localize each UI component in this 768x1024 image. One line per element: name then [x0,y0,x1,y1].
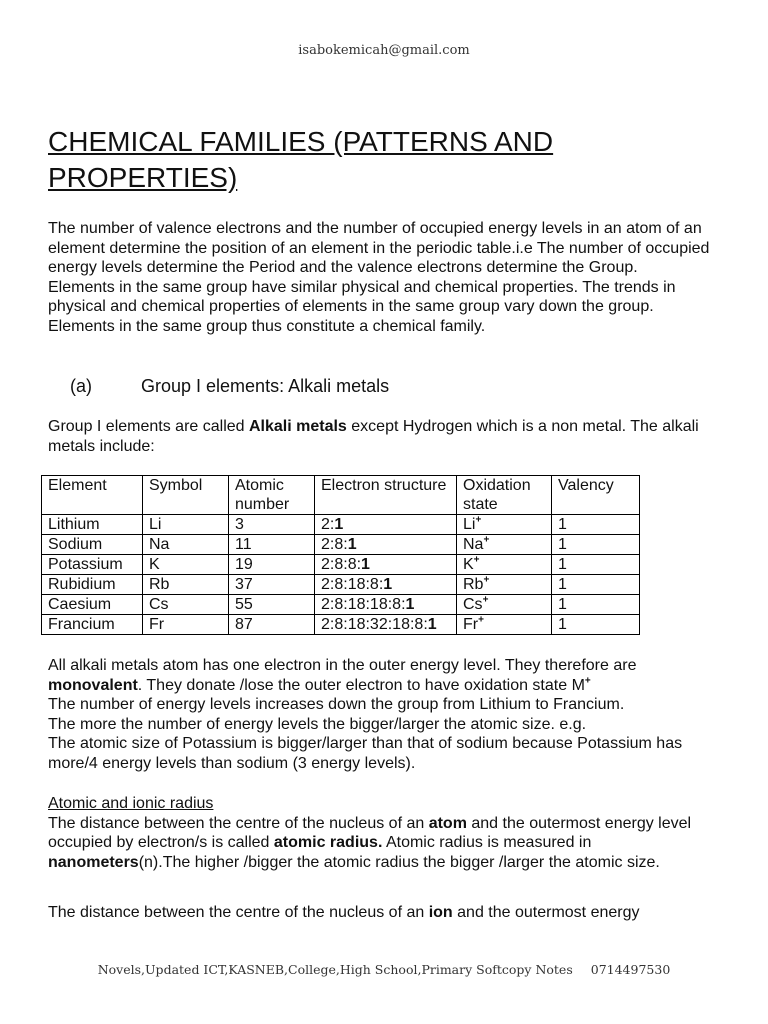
atomic-number-cell: 87 [229,615,315,635]
atomic-radius-section [48,794,718,872]
valence-electrons: 1 [361,556,370,573]
alkali-intro-before: Group I elements are called [48,418,249,435]
intro-paragraph-1: The number of valence electrons and the number of occupied energy levels in an atom of an element determine the position of an element in the periodic table.i.e The number of occupied energy levels determine the Period and the valence electrons determine the Group. [48,220,710,276]
column-header: Atomic number [229,476,315,515]
ion-term: ion [428,904,453,921]
ion-symbol: Na [463,536,484,553]
symbol-cell: Rb [143,575,229,595]
structure-prefix: 2:8:18:32:18:8: [321,616,428,633]
table-row [42,535,640,555]
atomic-number-cell: 11 [229,535,315,555]
column-header: Element [42,476,143,515]
electron-structure-cell [315,575,457,595]
ion-charge: + [473,554,480,566]
symbol-cell: Li [143,515,229,535]
table-row [42,555,640,575]
electron-structure-cell [315,595,457,615]
section-a-title: Group I elements: Alkali metals [141,376,390,396]
table-row [42,515,640,535]
page-footer [0,962,768,977]
footer-text: Novels,Updated ICT,KASNEB,College,High School,Primary Softcopy Notes [97,962,573,977]
symbol-cell: K [143,555,229,575]
alkali-intro-after: except Hydrogen which is a non metal. The alkali metals include: [48,418,699,455]
oxidation-state-cell [457,575,552,595]
electron-structure-cell [315,615,457,635]
nanometers-term: nanometers [48,853,139,871]
text-run: and the outermost energy level occupied by electron/s is called [48,814,692,851]
column-header: Electron structure [315,476,457,515]
symbol-cell: Na [143,535,229,555]
symbol-cell: Cs [143,595,229,615]
valency-cell: 1 [552,535,640,555]
element-cell: Francium [42,615,143,635]
valency-cell: 1 [552,575,640,595]
electron-structure-cell [315,515,457,535]
text-run: The distance between the centre of the nucleus of an [48,904,429,921]
potassium-example-line: The atomic size of Potassium is bigger/larger than that of sodium because Potassium has more/4 energy levels than sodium (3 energy levels). [48,735,683,772]
oxidation-charge: + [584,675,591,687]
ion-symbol: Rb [463,576,484,593]
ionic-radius-section [48,903,718,923]
intro-section [48,219,718,336]
ion-charge: + [483,534,490,546]
intro-paragraph-2: Elements in the same group have similar physical and chemical properties. The trends in physical and chemical properties of elements in the same group vary down the group. Elements in the same group thus constitute a chemical family. [48,278,676,335]
oxidation-state-cell [457,595,552,615]
header-email: isabokemicah@gmail.com [298,43,470,58]
alkali-intro [48,417,718,456]
section-a-heading [70,374,389,398]
text-run: (n).The higher /bigger the atomic radius the bigger /larger the atomic size. [138,853,660,871]
text-run: The distance between the centre of the nucleus of an [48,814,429,832]
oxidation-state-cell [457,615,552,635]
ionic-radius-paragraph [48,903,718,923]
element-cell: Lithium [42,515,143,535]
atomic-radius-heading: Atomic and ionic radius [48,795,214,812]
oxidation-state-cell [457,515,552,535]
ion-charge: + [478,614,484,626]
atomic-size-line: The more the number of energy levels the bigger/larger the atomic size. e.g. [48,715,587,733]
ion-charge: + [483,574,490,586]
element-cell: Sodium [42,535,143,555]
structure-prefix: 2:8: [321,536,348,553]
column-header: Symbol [143,476,229,515]
monovalent-before: All alkali metals atom has one electron in the outer energy level. They therefore are [48,657,637,674]
oxidation-state-cell [457,535,552,555]
atomic-number-cell: 55 [229,595,315,615]
atomic-number-cell: 3 [229,515,315,535]
column-header: Valency [552,476,640,515]
structure-prefix: 2: [321,516,335,533]
atomic-number-cell: 19 [229,555,315,575]
energy-levels-line: The number of energy levels increases down the group from Lithium to Francium. [48,696,625,713]
text-run: Atomic radius is measured in [382,834,592,851]
atomic-number-cell: 37 [229,575,315,595]
ion-charge: + [482,594,489,606]
valence-electrons: 1 [334,516,344,533]
ion-symbol: Li [463,516,476,533]
valence-electrons: 1 [383,576,393,593]
alkali-intro-paragraph [48,417,718,456]
structure-prefix: 2:8:8: [321,556,362,573]
alkali-metals-term: Alkali metals [249,418,347,435]
valence-electrons: 1 [347,536,357,553]
element-cell: Potassium [42,555,143,575]
electron-structure-cell [315,555,457,575]
table-row [42,595,640,615]
ion-symbol: Cs [463,596,483,613]
valency-cell: 1 [552,615,640,635]
column-header: Oxidation state [457,476,552,515]
monovalent-section [48,656,718,773]
structure-prefix: 2:8:18:18:8: [321,596,406,613]
page-title: CHEMICAL FAMILIES (PATTERNS AND PROPERTIES) [48,126,554,193]
section-a-label: (a) [70,376,92,396]
valence-electrons: 1 [427,616,437,633]
table-row [42,615,640,635]
text-run: and the outermost energy [452,904,640,921]
symbol-cell: Fr [143,615,229,635]
monovalent-paragraph [48,656,718,695]
alkali-metals-table [41,475,640,635]
valency-cell: 1 [552,595,640,615]
valency-cell: 1 [552,555,640,575]
monovalent-after: . They donate /lose the outer electron to have oxidation state M [137,676,585,694]
ion-symbol: K [463,556,474,573]
oxidation-state-cell [457,555,552,575]
ion-charge: + [475,514,482,526]
structure-prefix: 2:8:18:8: [321,576,384,593]
footer-phone: 0714497530 [590,962,671,977]
atomic-radius-paragraph [48,814,718,873]
monovalent-term: monovalent [48,676,138,694]
table-header-row [42,476,640,515]
valence-electrons: 1 [405,596,415,613]
atom-term: atom [428,814,467,832]
valency-cell: 1 [552,515,640,535]
element-cell: Rubidium [42,575,143,595]
table-row [42,575,640,595]
electron-structure-cell [315,535,457,555]
atomic-radius-term: atomic radius. [273,834,383,851]
ion-symbol: Fr [463,616,479,633]
element-cell: Caesium [42,595,143,615]
